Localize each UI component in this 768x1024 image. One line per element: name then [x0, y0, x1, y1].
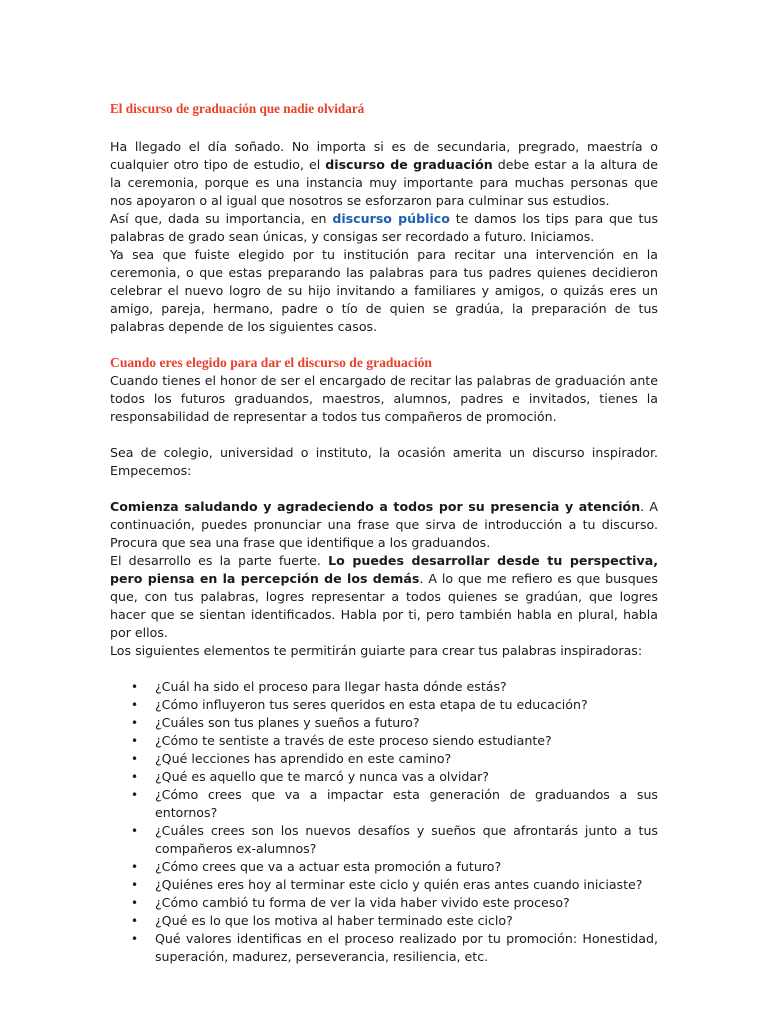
- list-item-text: ¿Qué lecciones has aprendido en este camino?: [155, 751, 452, 766]
- section-p3-bold: Comienza saludando y agradeciendo a todos por su presencia y atención: [110, 499, 641, 514]
- list-item: [110, 768, 658, 786]
- list-item-text: ¿Cuáles crees son los nuevos desafíos y sueños que afrontarás junto a tus compañeros ex-alumnos?: [155, 823, 658, 856]
- intro-p1-text-a: Ha llegado el día soñado. No importa si es de secundaria, pregrado, maestría o cualquier otro tipo de estudio, el: [110, 139, 658, 172]
- section-paragraph-5: Los siguientes elementos te permitirán guiarte para crear tus palabras inspiradoras:: [110, 643, 643, 658]
- list-item: [110, 876, 658, 894]
- document-page: [110, 100, 658, 966]
- list-item-text: Qué valores identificas en el proceso realizado por tu promoción: Honestidad, superación, madurez, perseverancia, resiliencia, etc.: [155, 931, 658, 964]
- bullet-icon: •: [131, 914, 139, 928]
- list-item-text: ¿Cómo crees que va a impactar esta generación de graduandos a sus entornos?: [155, 787, 658, 820]
- list-item-text: ¿Quiénes eres hoy al terminar este ciclo y quién eras antes cuando iniciaste?: [155, 877, 643, 892]
- section-paragraph-1: Cuando tienes el honor de ser el encargado de recitar las palabras de graduación ante todos los futuros graduandos, maestros, alumnos, padres e invitados, tienes la responsabilidad de representar a todos tus compañeros de promoción.: [110, 373, 658, 424]
- section-paragraph-3: [110, 498, 658, 552]
- list-item-text: ¿Qué es aquello que te marcó y nunca vas a olvidar?: [155, 769, 489, 784]
- list-item: [110, 930, 658, 966]
- spacer: [110, 480, 658, 498]
- list-item: [110, 894, 658, 912]
- list-item: [110, 822, 658, 858]
- section-paragraph-4: [110, 552, 658, 642]
- section-heading: Cuando eres elegido para dar el discurso de graduación: [110, 355, 432, 370]
- bullet-icon: •: [131, 680, 139, 694]
- bullet-icon: •: [131, 860, 139, 874]
- list-item: [110, 786, 658, 822]
- list-item-text: ¿Cómo cambió tu forma de ver la vida haber vivido este proceso?: [155, 895, 570, 910]
- spacer: [110, 336, 658, 354]
- intro-paragraph-2: [110, 210, 658, 246]
- list-item: [110, 732, 658, 750]
- section-p4-bold: Lo puedes desarrollar desde tu perspectiva, pero piensa en la percepción de los demás: [110, 553, 658, 586]
- list-item: [110, 750, 658, 768]
- bullet-icon: •: [131, 896, 139, 910]
- intro-paragraph-1: [110, 138, 658, 210]
- bullet-icon: •: [131, 752, 139, 766]
- list-item-text: ¿Cómo te sentiste a través de este proceso siendo estudiante?: [155, 733, 552, 748]
- bullet-icon: •: [131, 734, 139, 748]
- intro-p2-text-b: te damos los tips para que tus palabras de grado sean únicas, y consigas ser recordado a futuro. Iniciamos.: [110, 211, 658, 244]
- discurso-publico-link[interactable]: discurso público: [332, 211, 450, 226]
- document-title: El discurso de graduación que nadie olvidará: [110, 101, 365, 116]
- intro-p1-bold: discurso de graduación: [325, 157, 493, 172]
- list-item: [110, 912, 658, 930]
- bullet-icon: •: [131, 770, 139, 784]
- list-item-text: ¿Qué es lo que los motiva al haber terminado este ciclo?: [155, 913, 513, 928]
- list-item-text: ¿Cuál ha sido el proceso para llegar hasta dónde estás?: [155, 679, 507, 694]
- section-p4-text-b: . A lo que me refiero es que busques que, con tus palabras, logres representar a todos quienes se gradúan, que logres hacer que se sientan identificados. Habla por ti, pero también habla en plural, habla por ellos.: [110, 571, 658, 640]
- section-paragraph-2: Sea de colegio, universidad o instituto, la ocasión amerita un discurso inspirador. Empecemos:: [110, 445, 658, 478]
- intro-p2-text-a: Así que, dada su importancia, en: [110, 211, 333, 226]
- list-item-text: ¿Cómo crees que va a actuar esta promoción a futuro?: [155, 859, 502, 874]
- list-item: [110, 678, 658, 696]
- questions-list: [110, 678, 658, 966]
- list-item-text: ¿Cómo influyeron tus seres queridos en esta etapa de tu educación?: [155, 697, 588, 712]
- bullet-icon: •: [131, 788, 139, 802]
- intro-paragraph-3: Ya sea que fuiste elegido por tu institución para recitar una intervención en la ceremonia, o que estas preparando las palabras para tus padres quienes decidieron celebrar el nuevo logro de su hijo invitando a familiares y amigos, o quizás eres un amigo, pareja, hermano, padre o tío de quien se gradúa, la preparación de tus palabras depende de los siguientes casos.: [110, 247, 658, 334]
- bullet-icon: •: [131, 698, 139, 712]
- section-p3-text: . A continuación, puedes pronunciar una frase que sirva de introducción a tu discurso. Procura que sea una frase que identifique a los graduandos.: [110, 499, 658, 550]
- list-item: [110, 714, 658, 732]
- list-item: [110, 696, 658, 714]
- spacer: [110, 426, 658, 444]
- bullet-icon: •: [131, 716, 139, 730]
- bullet-icon: •: [131, 878, 139, 892]
- bullet-icon: •: [131, 824, 139, 838]
- bullet-icon: •: [131, 932, 139, 946]
- spacer: [110, 660, 658, 678]
- list-item-text: ¿Cuáles son tus planes y sueños a futuro?: [155, 715, 420, 730]
- list-item: [110, 858, 658, 876]
- intro-p1-text-b: debe estar a la altura de la ceremonia, porque es una instancia muy importante para muchas personas que nos apoyaron o al igual que nosotros se esforzaron para culminar sus estudios.: [110, 157, 658, 208]
- section-p4-text-a: El desarrollo es la parte fuerte.: [110, 553, 329, 568]
